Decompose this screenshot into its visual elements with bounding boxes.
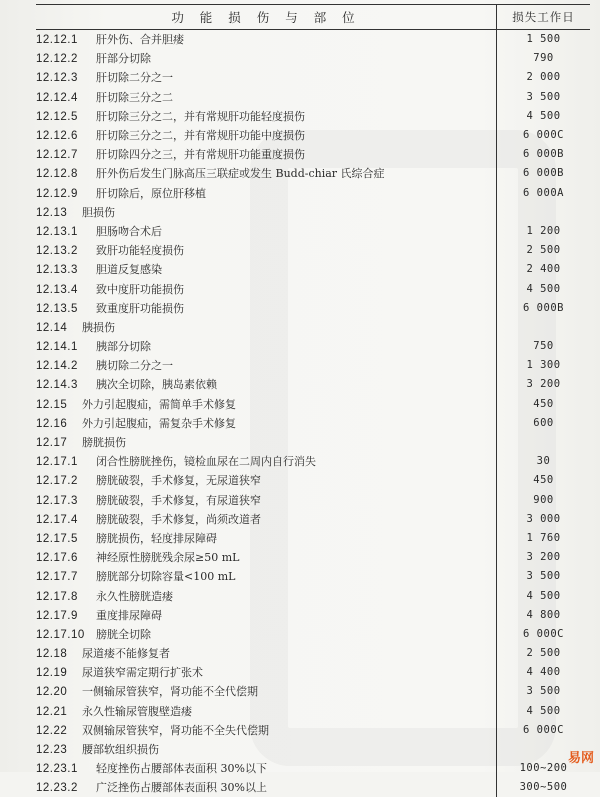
row-lost-workdays: 4 500: [497, 586, 591, 605]
row-lost-workdays: [497, 317, 591, 336]
row-text: 永久性输尿管腹壁造瘘: [82, 705, 192, 718]
row-text: 致重度肝功能损伤: [96, 302, 184, 315]
row-description-cell: [36, 778, 497, 797]
row-description-cell: [36, 490, 497, 509]
row-code: 12.18: [36, 648, 82, 660]
table-row: [36, 624, 590, 643]
table-row: [36, 298, 590, 317]
row-lost-workdays: 1 200: [497, 221, 591, 240]
row-lost-workdays: 900: [497, 490, 591, 509]
row-text: 胆损伤: [82, 206, 115, 219]
table-row: [36, 183, 590, 202]
table-row: [36, 317, 590, 336]
table-row: [36, 49, 590, 68]
row-code: 12.17.1: [36, 456, 96, 468]
table-row: [36, 778, 590, 797]
row-description-cell: [36, 241, 497, 260]
row-lost-workdays: 600: [497, 413, 591, 432]
row-text: 神经原性膀胱残余尿≥50 mL: [96, 551, 239, 564]
row-lost-workdays: [497, 202, 591, 221]
table-row: [36, 605, 590, 624]
row-text: 胰部分切除: [96, 340, 151, 353]
row-lost-workdays: 1 500: [497, 30, 591, 49]
row-description-cell: [36, 68, 497, 87]
row-description-cell: [36, 356, 497, 375]
row-lost-workdays: 3 500: [497, 567, 591, 586]
table-row: [36, 509, 590, 528]
row-text: 膀胱破裂，手术修复，尚须改道者: [96, 513, 261, 526]
row-code: 12.20: [36, 686, 82, 698]
row-lost-workdays: 2 500: [497, 644, 591, 663]
row-description-cell: [36, 394, 497, 413]
row-lost-workdays: 30: [497, 452, 591, 471]
row-description-cell: [36, 317, 497, 336]
row-lost-workdays: 6 000C: [497, 624, 591, 643]
row-description-cell: [36, 298, 497, 317]
row-code: 12.17.4: [36, 514, 96, 526]
row-description-cell: [36, 260, 497, 279]
row-text: 轻度挫伤占腰部体表面积 30%以下: [96, 762, 267, 775]
row-code: 12.13.3: [36, 264, 96, 276]
row-description-cell: [36, 183, 497, 202]
table-row: [36, 221, 590, 240]
row-text: 膀胱破裂，手术修复，有尿道狭窄: [96, 494, 261, 507]
row-description-cell: [36, 586, 497, 605]
row-code: 12.17: [36, 437, 82, 449]
row-description-cell: [36, 759, 497, 778]
row-text: 致中度肝功能损伤: [96, 283, 184, 296]
row-text: 胰次全切除，胰岛素依赖: [96, 378, 217, 391]
table-row: [36, 375, 590, 394]
row-description-cell: [36, 624, 497, 643]
row-lost-workdays: 4 800: [497, 605, 591, 624]
row-text: 膀胱损伤: [82, 436, 126, 449]
row-lost-workdays: 4 500: [497, 701, 591, 720]
row-text: 膀胱损伤，轻度排尿障碍: [96, 532, 217, 545]
row-text: 肝外伤、合并胆瘘: [96, 33, 184, 46]
row-lost-workdays: 750: [497, 337, 591, 356]
row-code: 12.12.3: [36, 72, 96, 84]
table-row: [36, 663, 590, 682]
row-description-cell: [36, 337, 497, 356]
row-text: 胰损伤: [82, 321, 115, 334]
row-lost-workdays: 3 200: [497, 375, 591, 394]
row-code: 12.12.9: [36, 188, 96, 200]
row-code: 12.17.3: [36, 495, 96, 507]
row-description-cell: [36, 605, 497, 624]
table-row: [36, 356, 590, 375]
row-text: 胆肠吻合术后: [96, 225, 162, 238]
row-text: 双侧输尿管狭窄，肾功能不全失代偿期: [82, 724, 269, 737]
row-code: 12.12.2: [36, 53, 96, 65]
table-row: [36, 30, 590, 49]
header-lost-workdays: 损失工作日: [497, 5, 591, 30]
table-row: [36, 413, 590, 432]
row-text: 肝外伤后发生门脉高压三联症或发生 Budd-chiar 氏综合症: [96, 167, 385, 180]
row-lost-workdays: 6 000B: [497, 145, 591, 164]
row-code: 12.14: [36, 322, 82, 334]
row-text: 肝切除二分之一: [96, 71, 173, 84]
table-row: [36, 739, 590, 758]
row-lost-workdays: 2 500: [497, 241, 591, 260]
row-lost-workdays: 3 000: [497, 509, 591, 528]
row-lost-workdays: 6 000B: [497, 164, 591, 183]
row-code: 12.13.4: [36, 284, 96, 296]
row-description-cell: [36, 720, 497, 739]
row-lost-workdays: 100~200: [497, 759, 591, 778]
row-lost-workdays: 450: [497, 471, 591, 490]
row-code: 12.13: [36, 207, 82, 219]
table-row: [36, 644, 590, 663]
row-code: 12.21: [36, 706, 82, 718]
row-code: 12.23.2: [36, 782, 96, 794]
row-text: 胰切除二分之一: [96, 359, 173, 372]
row-code: 12.16: [36, 418, 82, 430]
row-description-cell: [36, 221, 497, 240]
row-lost-workdays: 2 000: [497, 68, 591, 87]
table-row: [36, 759, 590, 778]
row-description-cell: [36, 509, 497, 528]
row-lost-workdays: 450: [497, 394, 591, 413]
table-row: [36, 701, 590, 720]
header-description: 功 能 损 伤 与 部 位: [36, 5, 497, 30]
row-description-cell: [36, 106, 497, 125]
row-code: 12.14.3: [36, 379, 96, 391]
row-text: 胆道反复感染: [96, 263, 162, 276]
row-code: 12.19: [36, 667, 82, 679]
row-lost-workdays: 6 000B: [497, 298, 591, 317]
row-lost-workdays: 1 300: [497, 356, 591, 375]
table-row: [36, 490, 590, 509]
row-lost-workdays: 4 400: [497, 663, 591, 682]
row-code: 12.13.5: [36, 303, 96, 315]
row-lost-workdays: 3 200: [497, 548, 591, 567]
row-description-cell: [36, 202, 497, 221]
row-code: 12.12.8: [36, 168, 96, 180]
table-row: [36, 548, 590, 567]
row-description-cell: [36, 471, 497, 490]
table-row: [36, 432, 590, 451]
row-lost-workdays: 6 000C: [497, 125, 591, 144]
table-row: [36, 394, 590, 413]
row-code: 12.12.6: [36, 130, 96, 142]
row-lost-workdays: 6 000C: [497, 720, 591, 739]
row-code: 12.17.5: [36, 533, 96, 545]
row-description-cell: [36, 567, 497, 586]
table-row: [36, 452, 590, 471]
row-text: 膀胱部分切除容量<100 mL: [96, 570, 235, 583]
row-code: 12.17.7: [36, 571, 96, 583]
table-row: [36, 279, 590, 298]
row-description-cell: [36, 452, 497, 471]
table-row: [36, 202, 590, 221]
row-code: 12.17.10: [36, 629, 96, 641]
row-description-cell: [36, 644, 497, 663]
row-code: 12.12.1: [36, 34, 96, 46]
row-lost-workdays: 6 000A: [497, 183, 591, 202]
row-text: 肝切除后，原位肝移植: [96, 187, 206, 200]
row-description-cell: [36, 682, 497, 701]
row-text: 永久性膀胱造瘘: [96, 590, 173, 603]
row-code: 12.14.2: [36, 360, 96, 372]
row-text: 闭合性膀胱挫伤，镜检血尿在二周内自行消失: [96, 455, 316, 468]
table-row: [36, 106, 590, 125]
row-code: 12.22: [36, 725, 82, 737]
row-code: 12.23: [36, 744, 82, 756]
row-lost-workdays: 3 500: [497, 682, 591, 701]
table-row: [36, 586, 590, 605]
row-description-cell: [36, 739, 497, 758]
row-description-cell: [36, 663, 497, 682]
row-code: 12.17.2: [36, 475, 96, 487]
row-description-cell: [36, 49, 497, 68]
row-text: 腰部软组织损伤: [82, 743, 159, 756]
row-description-cell: [36, 528, 497, 547]
row-lost-workdays: 1 760: [497, 528, 591, 547]
row-text: 肝切除三分之二，并有常规肝功能中度损伤: [96, 129, 305, 142]
row-text: 外力引起腹疝，需简单手术修复: [82, 398, 236, 411]
row-lost-workdays: 300~500: [497, 778, 591, 797]
row-code: 12.17.6: [36, 552, 96, 564]
row-text: 肝切除三分之二: [96, 91, 173, 104]
table-row: [36, 241, 590, 260]
row-text: 致肝功能轻度损伤: [96, 244, 184, 257]
row-code: 12.17.9: [36, 610, 96, 622]
row-lost-workdays: 2 400: [497, 260, 591, 279]
row-description-cell: [36, 87, 497, 106]
row-description-cell: [36, 701, 497, 720]
table-row: [36, 145, 590, 164]
row-text: 肝切除三分之二，并有常规肝功能轻度损伤: [96, 110, 305, 123]
table-row: [36, 682, 590, 701]
row-code: 12.17.8: [36, 591, 96, 603]
row-text: 尿道瘘不能修复者: [82, 647, 170, 660]
row-text: 膀胱全切除: [96, 628, 151, 641]
row-code: 12.23.1: [36, 763, 96, 775]
table-row: [36, 471, 590, 490]
row-code: 12.15: [36, 399, 82, 411]
table-row: [36, 164, 590, 183]
row-code: 12.12.7: [36, 149, 96, 161]
row-text: 膀胱破裂，手术修复，无尿道狭窄: [96, 474, 261, 487]
row-description-cell: [36, 125, 497, 144]
row-lost-workdays: 4 500: [497, 106, 591, 125]
row-text: 外力引起腹疝，需复杂手术修复: [82, 417, 236, 430]
row-text: 肝部分切除: [96, 52, 151, 65]
row-lost-workdays: 790: [497, 49, 591, 68]
row-description-cell: [36, 432, 497, 451]
row-text: 广泛挫伤占腰部体表面积 30%以上: [96, 781, 267, 794]
table-row: [36, 260, 590, 279]
table-header-row: [36, 5, 590, 30]
table-row: [36, 337, 590, 356]
row-description-cell: [36, 30, 497, 49]
row-description-cell: [36, 548, 497, 567]
table-row: [36, 87, 590, 106]
row-code: 12.12.4: [36, 92, 96, 104]
table-body: [36, 30, 590, 797]
row-code: 12.13.1: [36, 226, 96, 238]
row-lost-workdays: 3 500: [497, 87, 591, 106]
row-description-cell: [36, 164, 497, 183]
row-code: 12.14.1: [36, 341, 96, 353]
table-row: [36, 567, 590, 586]
row-text: 尿道狭窄需定期行扩张术: [82, 666, 203, 679]
row-text: 重度排尿障碍: [96, 609, 162, 622]
table-row: [36, 125, 590, 144]
row-code: 12.13.2: [36, 245, 96, 257]
row-text: 一侧输尿管狭窄，肾功能不全代偿期: [82, 685, 258, 698]
row-lost-workdays: [497, 432, 591, 451]
site-watermark-logo: 易网: [568, 747, 594, 766]
table-row: [36, 68, 590, 87]
table-row: [36, 720, 590, 739]
row-description-cell: [36, 413, 497, 432]
injury-workday-table: [36, 4, 590, 797]
row-description-cell: [36, 375, 497, 394]
row-lost-workdays: 4 500: [497, 279, 591, 298]
row-text: 肝切除四分之三，并有常规肝功能重度损伤: [96, 148, 305, 161]
table-row: [36, 528, 590, 547]
row-code: 12.12.5: [36, 111, 96, 123]
row-description-cell: [36, 145, 497, 164]
row-description-cell: [36, 279, 497, 298]
